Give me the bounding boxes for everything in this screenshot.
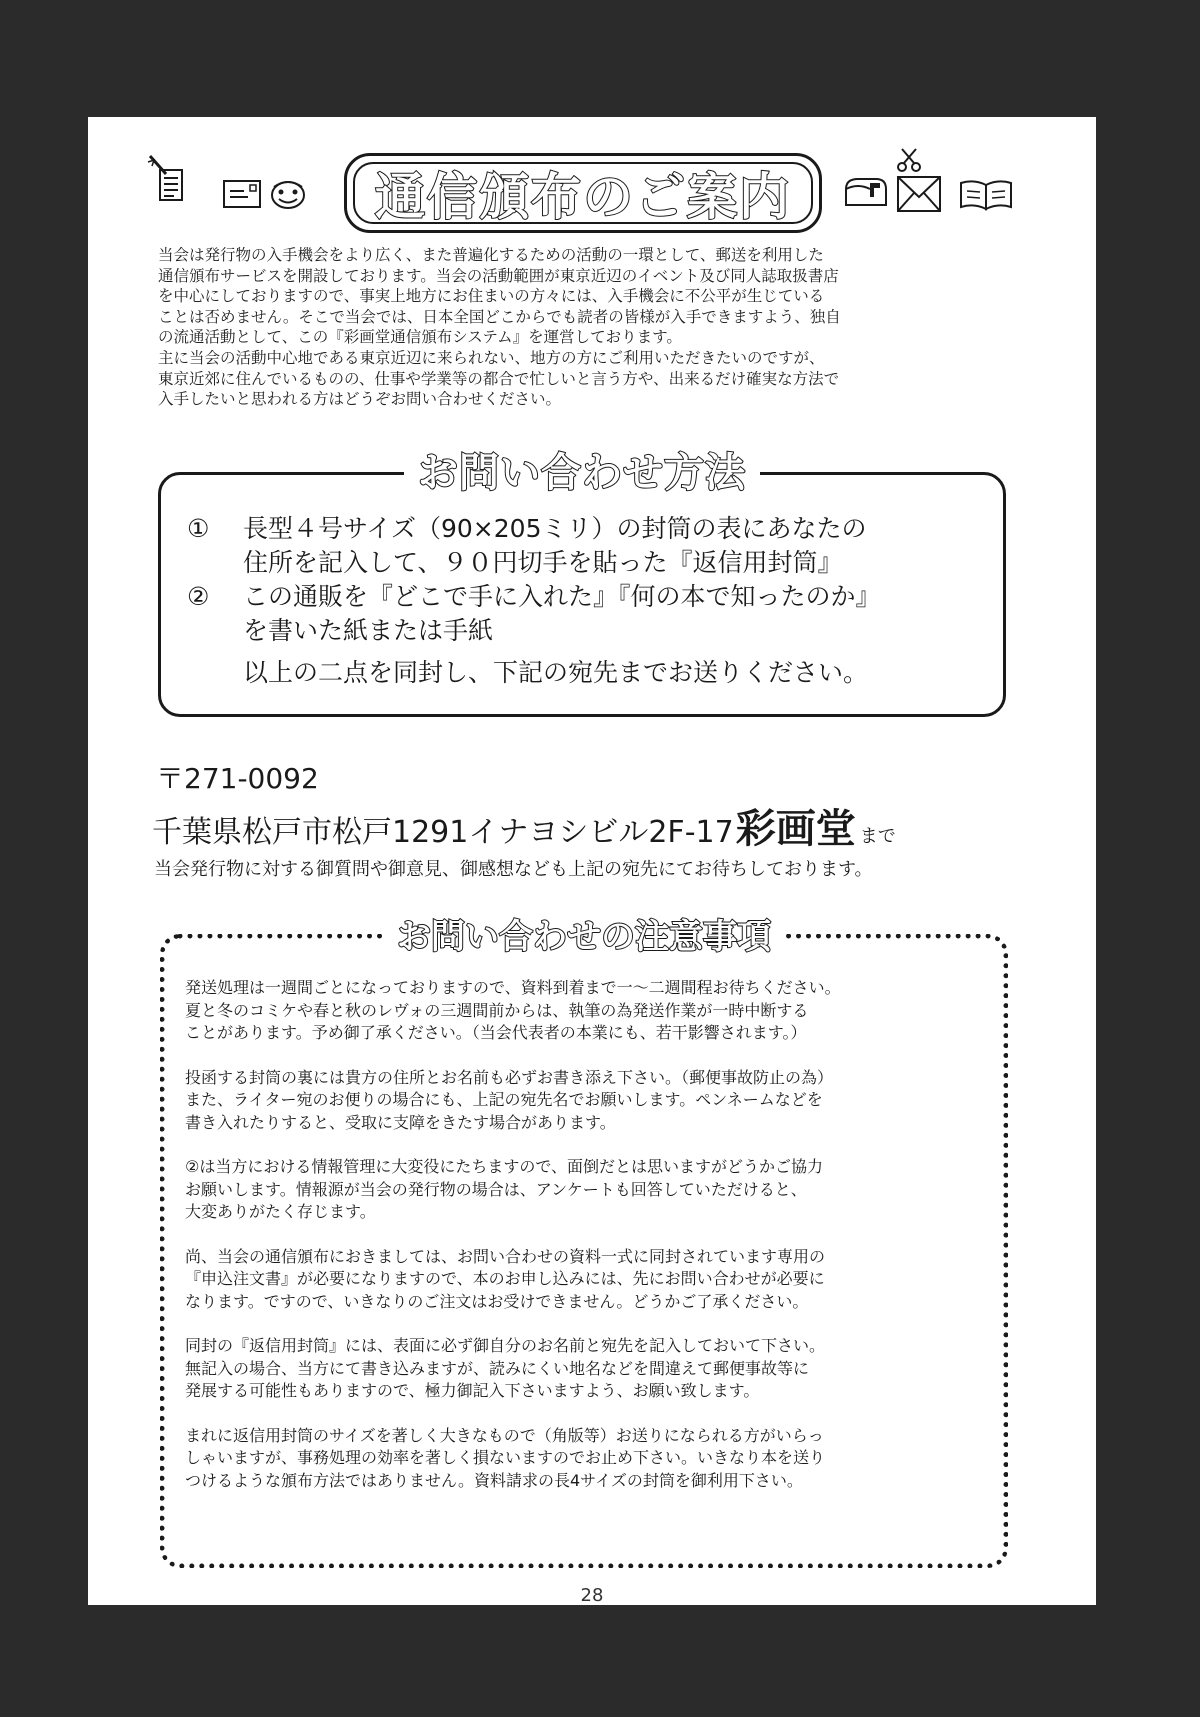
contact-note: 当会発行物に対する御質問や御意見、御感想なども上記の宛先にてお待ちしております。 (154, 859, 873, 880)
step-text-line: この通販を『どこで手に入れた』『何の本で知ったのか』 (243, 582, 881, 611)
mailing-address (152, 797, 896, 854)
mailbox-icon (840, 175, 890, 211)
address-suffix: まで (859, 826, 896, 847)
inquiry-notes-title: お問い合わせの注意事項 (387, 909, 781, 958)
page-title: 通信頒布のご案内 (375, 168, 791, 226)
step-text-line: 長型４号サイズ（90×205ミリ）の封筒の表にあなたの (243, 514, 867, 543)
inquiry-method-box (158, 450, 1006, 717)
note-paragraph: 投函する封筒の裏には貴方の住所とお名前も必ずお書き添え下さい。（郵便事故防止の為） また、ライター宛のお便りの場合にも、上記の宛先名でお願いします。ペンネームなどを 書き入れたりすると、受取に支障をきたす場合があります。 (185, 1067, 834, 1132)
header (88, 117, 1096, 237)
postal-code: 〒271-0092 (156, 762, 319, 795)
open-book-icon (958, 179, 1014, 211)
note-paragraph: 尚、当会の通信頒布におきましては、お問い合わせの資料一式に同封されています専用の 『申込注文書』が必要になりますので、本のお申し込みには、先にお問い合わせが必要に なります。ですので、いきなりのご注文はお受けできません。どうかご了承ください。 (185, 1246, 826, 1311)
scissors-icon (896, 147, 924, 173)
mail-envelope-icon (896, 175, 942, 213)
envelope-icon (222, 179, 262, 209)
step-number: ② (187, 582, 210, 611)
note-paragraph: 同封の『返信用封筒』には、表面に必ず御自分のお名前と宛先を記入しておいて下さい。 無記入の場合、当方にて書き込みますが、読みにくい地名などを間違えて郵便事故等に 発展する可能性もありますので、極力御記入下さいますよう、お願い致します。 (185, 1336, 826, 1400)
notes-body (185, 977, 985, 1514)
pen-writing-icon (146, 152, 186, 204)
street-address: 千葉県松戸市松戸1291イナヨシビル2F-17 (152, 815, 734, 850)
note-paragraph: まれに返信用封筒のサイズを著しく大きなもので（角版等）お送りになられる方がいらっ しゃいますが、事務処理の効率を著しく損ないますのでお止め下さい。いきなり本を送り つけるような頒布方法ではありません。資料請求の長4サイズの封筒を御利用下さい。 (185, 1425, 826, 1490)
step-number: ① (187, 514, 210, 543)
inquiry-notes-box (160, 917, 1008, 1568)
step-text-line: 住所を記入して、９０円切手を貼った『返信用封筒』 (243, 548, 843, 577)
page-number: 28 (580, 1585, 604, 1606)
document-page (88, 117, 1096, 1605)
step-text-line: を書いた紙または手紙 (243, 616, 494, 645)
note-paragraph: ②は当方における情報管理に大変役にたちますので、面倒だとは思いますがどうかご協力 お願いします。情報源が当会の発行物の場合は、アンケートも回答していただけると、 大変ありがたく存じます。 (185, 1157, 824, 1221)
face-icon (268, 179, 308, 211)
note-paragraph: 発送処理は一週間ごとになっておりますので、資料到着まで一～二週間程お待ちください。 夏と冬のコミケや春と秋のレヴォの三週間前からは、執筆の為発送作業が一時中断する ことがあります。予め御了承ください。（当会代表者の本業にも、若干影響されます。） (185, 978, 841, 1042)
inquiry-method-title: お問い合わせ方法 (404, 441, 760, 498)
intro-paragraph: 当会は発行物の入手機会をより広く、また普遍化するための活動の一環として、郵送を利用した 通信頒布サービスを開設しております。当会の活動範囲が東京近辺のイベント及び同人誌取扱書店 を中心にしておりますので、事実上地方にお住まいの方々には、入手機会に不公平が生じている ことは否めません。そこで当会では、日本全国どこからでも読者の皆様が入手できますよう、独自 の流通活動として、この『彩画堂通信頒布システム』を運営しております。 主に当会の活動中心地である東京近辺に来られない、地方の方にご利用いただきたいのですが、 東京近郊に住んでいるものの、仕事や学業等の都合で忙しいと言う方や、出来るだけ確実な方法で 入手したいと思われる方はどうぞお問い合わせください。 (158, 246, 841, 409)
inquiry-closing: 以上の二点を同封し、下記の宛先までお送りください。 (243, 658, 869, 687)
title-banner (344, 153, 822, 233)
organization-name: 彩画堂 (735, 806, 856, 852)
